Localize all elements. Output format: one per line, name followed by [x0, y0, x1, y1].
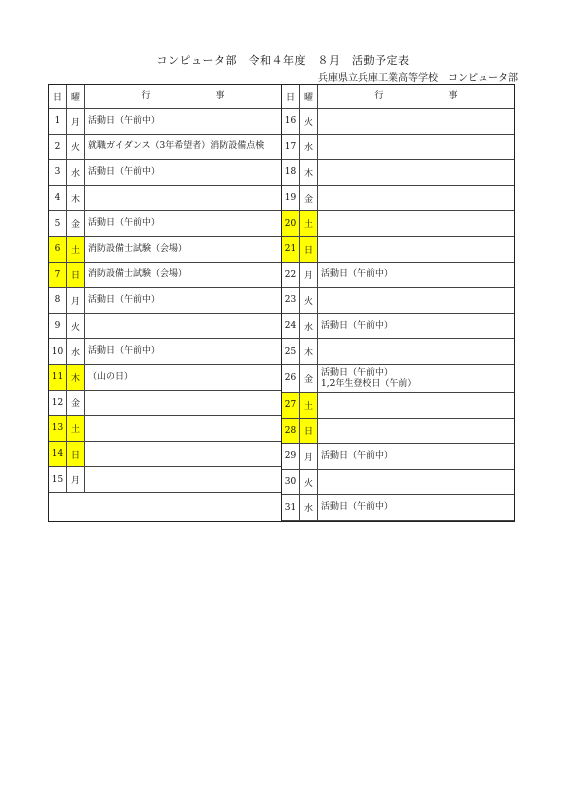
table-row: [282, 495, 514, 521]
event-cell: 活動日（午前中）: [88, 115, 161, 126]
table-row: [282, 263, 514, 289]
header-weekday: 曜: [67, 85, 85, 108]
day-cell: 3: [49, 160, 67, 185]
event-cell: [85, 391, 281, 416]
event-line: 活動日（午前中）: [321, 367, 394, 378]
event-cell: [318, 339, 514, 364]
event-cell: 活動日（午前中）: [321, 269, 394, 280]
day-cell: 31: [282, 495, 300, 520]
table-row: [49, 467, 281, 493]
header-day: 日: [49, 85, 67, 108]
table-header: [282, 85, 514, 109]
event-cell: 活動日（午前中）: [88, 346, 161, 357]
event-cell: 就職ガイダンス（3年希望者）消防設備点検: [88, 141, 265, 152]
weekday-cell: 金: [300, 365, 318, 392]
day-cell: 8: [49, 288, 67, 313]
header-event: 行 事: [141, 91, 253, 101]
event-cell: [318, 109, 514, 134]
event-cell: [85, 442, 281, 467]
table-row: [282, 393, 514, 419]
header-weekday: 曜: [300, 85, 318, 108]
event-cell: 活動日（午前中）: [88, 166, 161, 177]
table-row: [282, 186, 514, 212]
weekday-cell: 金: [67, 211, 85, 236]
left-rows: [49, 109, 281, 493]
day-cell: 19: [282, 186, 300, 211]
day-cell: 27: [282, 393, 300, 418]
event-cell: [318, 288, 514, 313]
day-cell: 25: [282, 339, 300, 364]
weekday-cell: 日: [67, 263, 85, 288]
day-cell: 20: [282, 211, 300, 236]
day-cell: 9: [49, 314, 67, 339]
table-row: [282, 314, 514, 340]
weekday-cell: 土: [67, 237, 85, 262]
table-row: [49, 237, 281, 263]
day-cell: 28: [282, 419, 300, 444]
day-cell: 14: [49, 442, 67, 467]
table-header: [49, 85, 281, 109]
table-row: [49, 288, 281, 314]
weekday-cell: 土: [300, 393, 318, 418]
table-row: [282, 419, 514, 445]
weekday-cell: 日: [67, 442, 85, 467]
weekday-cell: 火: [67, 135, 85, 160]
day-cell: 29: [282, 444, 300, 469]
event-cell: [85, 186, 281, 211]
event-cell: 消防設備士試験（会場）: [88, 243, 188, 254]
weekday-cell: 火: [300, 109, 318, 134]
weekday-cell: 木: [300, 339, 318, 364]
event-cell: （山の日）: [88, 371, 134, 382]
day-cell: 10: [49, 339, 67, 364]
table-row: [49, 391, 281, 417]
page-title: コンピュータ部 令和４年度 ８月 活動予定表: [156, 54, 410, 67]
event-cell: [318, 237, 514, 262]
table-row: [49, 416, 281, 442]
event-cell: 活動日（午前中）: [321, 320, 394, 331]
weekday-cell: 木: [300, 160, 318, 185]
table-row: [49, 186, 281, 212]
day-cell: 18: [282, 160, 300, 185]
day-cell: 24: [282, 314, 300, 339]
event-line: 1,2年生登校日（午前）: [321, 378, 417, 389]
event-cell: [318, 419, 514, 444]
day-cell: 21: [282, 237, 300, 262]
weekday-cell: 月: [300, 263, 318, 288]
table-row: [282, 470, 514, 496]
weekday-cell: 月: [67, 109, 85, 134]
day-cell: 6: [49, 237, 67, 262]
weekday-cell: 金: [300, 186, 318, 211]
day-cell: 5: [49, 211, 67, 236]
table-row: [49, 263, 281, 289]
weekday-cell: 火: [300, 288, 318, 313]
left-column: [49, 85, 282, 521]
table-row: [49, 365, 281, 391]
weekday-cell: 水: [67, 339, 85, 364]
weekday-cell: 木: [67, 186, 85, 211]
day-cell: 13: [49, 416, 67, 441]
table-row: [49, 442, 281, 468]
table-row: [282, 109, 514, 135]
day-cell: 7: [49, 263, 67, 288]
weekday-cell: 水: [300, 495, 318, 520]
weekday-cell: 土: [67, 416, 85, 441]
schedule-table: [48, 84, 515, 522]
weekday-cell: 火: [300, 470, 318, 495]
event-cell: 活動日（午前中）: [321, 450, 394, 461]
organization-label: 兵庫県立兵庫工業高等学校 コンピュータ部: [318, 73, 518, 84]
weekday-cell: 日: [300, 237, 318, 262]
day-cell: 15: [49, 467, 67, 492]
day-cell: 11: [49, 365, 67, 390]
day-cell: 30: [282, 470, 300, 495]
table-row: [282, 444, 514, 470]
table-row: [49, 160, 281, 186]
table-row: [282, 211, 514, 237]
day-cell: 16: [282, 109, 300, 134]
table-row: [282, 288, 514, 314]
table-row: [49, 135, 281, 161]
weekday-cell: 木: [67, 365, 85, 390]
event-cell: 活動日（午前中）: [88, 294, 161, 305]
weekday-cell: 火: [67, 314, 85, 339]
event-cell: [318, 393, 514, 418]
event-cell: [85, 467, 281, 492]
event-cell: [318, 365, 514, 392]
table-row: [282, 160, 514, 186]
day-cell: 22: [282, 263, 300, 288]
day-cell: 26: [282, 365, 300, 392]
event-cell: [85, 314, 281, 339]
table-row: [49, 211, 281, 237]
event-cell: [318, 211, 514, 236]
event-cell: 活動日（午前中）: [88, 218, 161, 229]
event-cell: [318, 160, 514, 185]
table-row: [282, 339, 514, 365]
weekday-cell: 月: [67, 467, 85, 492]
weekday-cell: 金: [67, 391, 85, 416]
weekday-cell: 月: [300, 444, 318, 469]
weekday-cell: 水: [300, 314, 318, 339]
table-row: [282, 135, 514, 161]
right-rows: [282, 109, 514, 521]
event-cell: [318, 186, 514, 211]
weekday-cell: 日: [300, 419, 318, 444]
right-column: [282, 85, 514, 521]
day-cell: 23: [282, 288, 300, 313]
event-cell: 活動日（午前中）: [321, 502, 394, 513]
day-cell: 12: [49, 391, 67, 416]
table-row: [49, 109, 281, 135]
weekday-cell: 月: [67, 288, 85, 313]
day-cell: 2: [49, 135, 67, 160]
weekday-cell: 水: [67, 160, 85, 185]
weekday-cell: 水: [300, 135, 318, 160]
event-cell: [318, 135, 514, 160]
table-row: [282, 365, 514, 393]
table-row: [49, 339, 281, 365]
event-cell: [85, 416, 281, 441]
day-cell: 17: [282, 135, 300, 160]
table-row: [282, 237, 514, 263]
table-row: [49, 314, 281, 340]
event-cell: 消防設備士試験（会場）: [88, 269, 188, 280]
weekday-cell: 土: [300, 211, 318, 236]
header-event: 行 事: [374, 91, 486, 101]
header-day: 日: [282, 85, 300, 108]
day-cell: 4: [49, 186, 67, 211]
event-cell: [318, 470, 514, 495]
day-cell: 1: [49, 109, 67, 134]
